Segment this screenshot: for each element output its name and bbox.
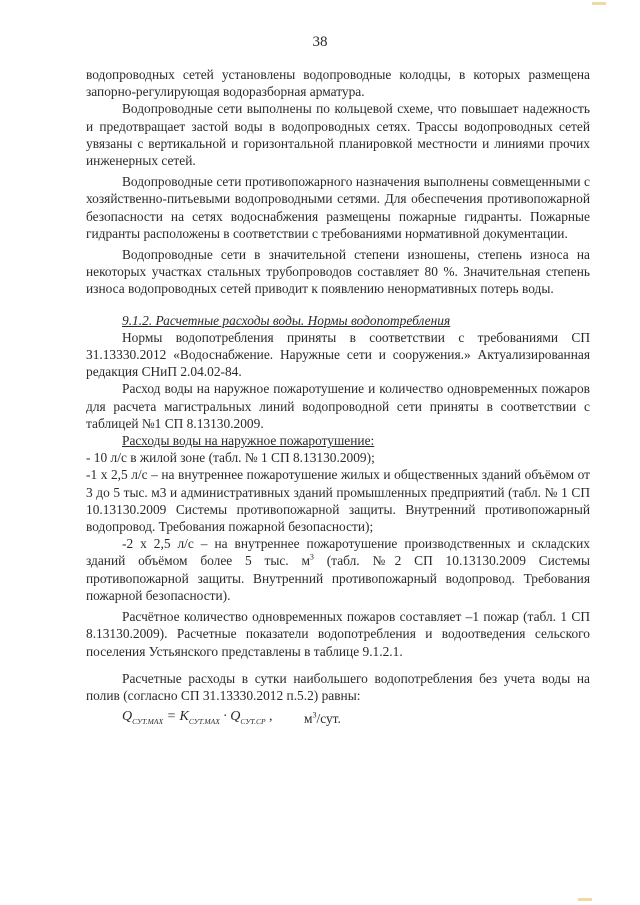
- list-item-industrial-text: -2 х 2,5 л/с – на внутреннее пожаротушение производственных и складских зданий объёмом более 5 тыс. м: [86, 536, 590, 569]
- scan-mark: [578, 898, 592, 901]
- paragraph-fires-count: Расчётное количество одновременных пожаров составляет –1 пожар (табл. 1 СП 8.13130.2009). Расчетные показатели водопотребления и водоотведения сельского поселения Устьянского представлены в таблице 9.1.2.1.: [86, 609, 590, 659]
- list-item-internal-residential: -1 х 2,5 л/с – на внутреннее пожаротушение жилых и общественных зданий объёмом от 3 до 5 тыс. м3 и административных зданий промышленных предприятий (табл. № 1 СП 10.13130.2009 Системы противопожарной защиты. Внутренний противопожарный водопровод. Требования пожарной безопасности);: [86, 467, 590, 535]
- daily-flow-formula: [86, 708, 590, 730]
- page-body: [86, 66, 590, 730]
- section-heading: 9.1.2. Расчетные расходы воды. Нормы водопотребления: [122, 312, 451, 328]
- scan-mark: [592, 2, 606, 5]
- list-item-residential: - 10 л/с в жилой зоне (табл. № 1 СП 8.13130.2009);: [86, 450, 375, 466]
- paragraph-fire-networks: Водопроводные сети противопожарного назначения выполнены совмещенными с хозяйственно-питьевыми водопроводными сетями. Для обеспечения противопожарной безопасности на сетях водоснабжения размещены пожарные гидранты. Пожарные гидранты расположены в соответствии с требованиями нормативной документации.: [86, 174, 590, 241]
- paragraph-flow: Расход воды на наружное пожаротушение и количество одновременных пожаров для расчета магистральных линий водопроводной сети приняты в соответствии с таблицей №1 СП 8.13130.2009.: [86, 381, 590, 431]
- paragraph-ring-scheme: Водопроводные сети выполнены по кольцевой схеме, что повышает надежность и предотвращает застой воды в водопроводных сетях. Трассы водопроводных сетей увязаны с вертикальной и горизонтальной планировкой местности и линиями прочих инженерных сетей.: [86, 101, 590, 169]
- paragraph-wear: Водопроводные сети в значительной степени изношены, степень износа на некоторых участках стальных трубопроводов составляет 80 %. Значительная степень износа водопроводных сетей приводит к появлению ненормативных потерь воды.: [86, 247, 590, 297]
- paragraph-daily-flow: Расчетные расходы в сутки наибольшего водопотребления без учета воды на полив (согласно СП 31.13330.2012 п.5.2) равны:: [86, 670, 590, 703]
- formula-expression: $Q_{СУТ.MAX} = K_{СУТ.MAX} \cdot Q_{СУТ.СР}$ ,: [122, 709, 273, 726]
- page-number: 38: [312, 34, 328, 50]
- formula-unit: $м^3$/сут.: [304, 710, 341, 727]
- paragraph-norms: Нормы водопотребления приняты в соответствии с требованиями СП 31.13330.2012 «Водоснабжение. Наружные сети и сооружения.» Актуализированная редакция СНиП 2.04.02-84.: [86, 329, 590, 380]
- list-item-industrial-text-end: (табл. №2 СП 10.13130.2009 Системы противопожарной защиты. Внутренний противопожарный водопровод. Требования пожарной безопасности).: [86, 553, 590, 603]
- paragraph-wells: водопроводных сетей установлены водопроводные колодцы, в которых размещена запорно-регулирующая водоразборная арматура.: [86, 67, 590, 100]
- cubic-superscript: 3: [309, 553, 314, 563]
- fire-flow-heading: [86, 432, 590, 449]
- list-item-industrial: [86, 535, 590, 604]
- fire-flow-heading-text: Расходы воды на наружное пожаротушение:: [122, 433, 375, 449]
